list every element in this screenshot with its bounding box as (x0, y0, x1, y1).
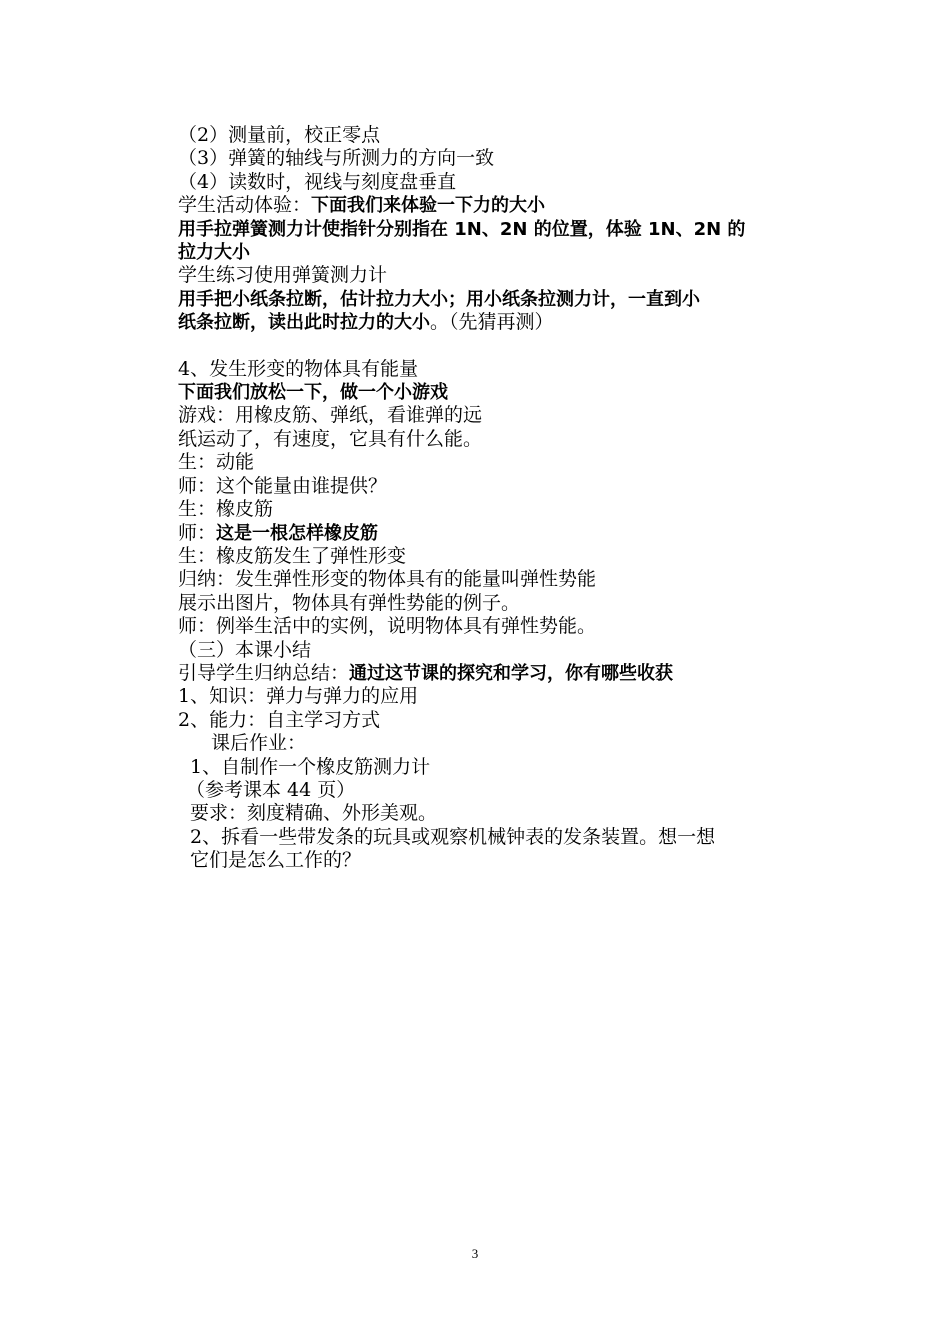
text-line: 1、知识：弹力与弹力的应用 (178, 685, 419, 708)
text-line: （3）弹簧的轴线与所测力的方向一致 (178, 147, 495, 170)
section-heading: 4、发生形变的物体具有能量 (178, 357, 419, 380)
text-line: 学生活动体验：下面我们来体验一下力的大小 (178, 194, 546, 217)
document-body (178, 124, 818, 873)
text-line: 生：动能 (178, 451, 255, 474)
text-line: 纸条拉断，读出此时拉力的大小。（先猜再测） (178, 311, 554, 334)
text-line: 2、能力：自主学习方式 (178, 708, 381, 731)
text-line: 纸运动了，有速度，它具有什么能。 (178, 427, 483, 450)
text-line: 引导学生归纳总结：通过这节课的探究和学习，你有哪些收获 (178, 661, 674, 684)
homework-heading: 课后作业： (211, 732, 307, 755)
page-number: 3 (471, 1246, 479, 1261)
text-line: 学生练习使用弹簧测力计 (178, 264, 388, 287)
text-line: （2）测量前，校正零点 (178, 124, 381, 146)
text-line: 要求：刻度精确、外形美观。 (190, 802, 438, 825)
text-line: 生：橡皮筋发生了弹性形变 (178, 544, 407, 567)
text-line: 游戏：用橡皮筋、弹纸，看谁弹的远 (178, 404, 483, 427)
text-line: 归纳：发生弹性形变的物体具有的能量叫弹性势能 (178, 568, 597, 591)
text-line: 它们是怎么工作的？ (190, 849, 362, 872)
text-line: 下面我们放松一下，做一个小游戏 (178, 382, 448, 404)
section-heading: （三）本课小结 (178, 638, 312, 661)
text-line: 师：这是一根怎样橡皮筋 (178, 521, 379, 544)
text-line: 用手把小纸条拉断，估计拉力大小；用小纸条拉测力计，一直到小 (178, 288, 700, 310)
text-line: 1、自制作一个橡皮筋测力计 (190, 755, 431, 778)
text-line: （4）读数时，视线与刻度盘垂直 (178, 170, 457, 193)
spacer (178, 335, 818, 358)
text-line: （参考课本 44 页） (186, 778, 356, 801)
text-line: 生：橡皮筋 (178, 498, 274, 521)
text-line: 师：例举生活中的实例，说明物体具有弹性势能。 (178, 615, 597, 638)
text-line: 拉力大小 (178, 242, 250, 264)
text-line: 师：这个能量由谁提供？ (178, 474, 388, 497)
text-line: 展示出图片，物体具有弹性势能的例子。 (178, 591, 521, 614)
text-line: 用手拉弹簧测力计使指针分别指在 1N、2N 的位置，体验 1N、2N 的 (178, 218, 746, 240)
text-line: 2、拆看一些带发条的玩具或观察机械钟表的发条装置。想一想 (190, 825, 716, 848)
